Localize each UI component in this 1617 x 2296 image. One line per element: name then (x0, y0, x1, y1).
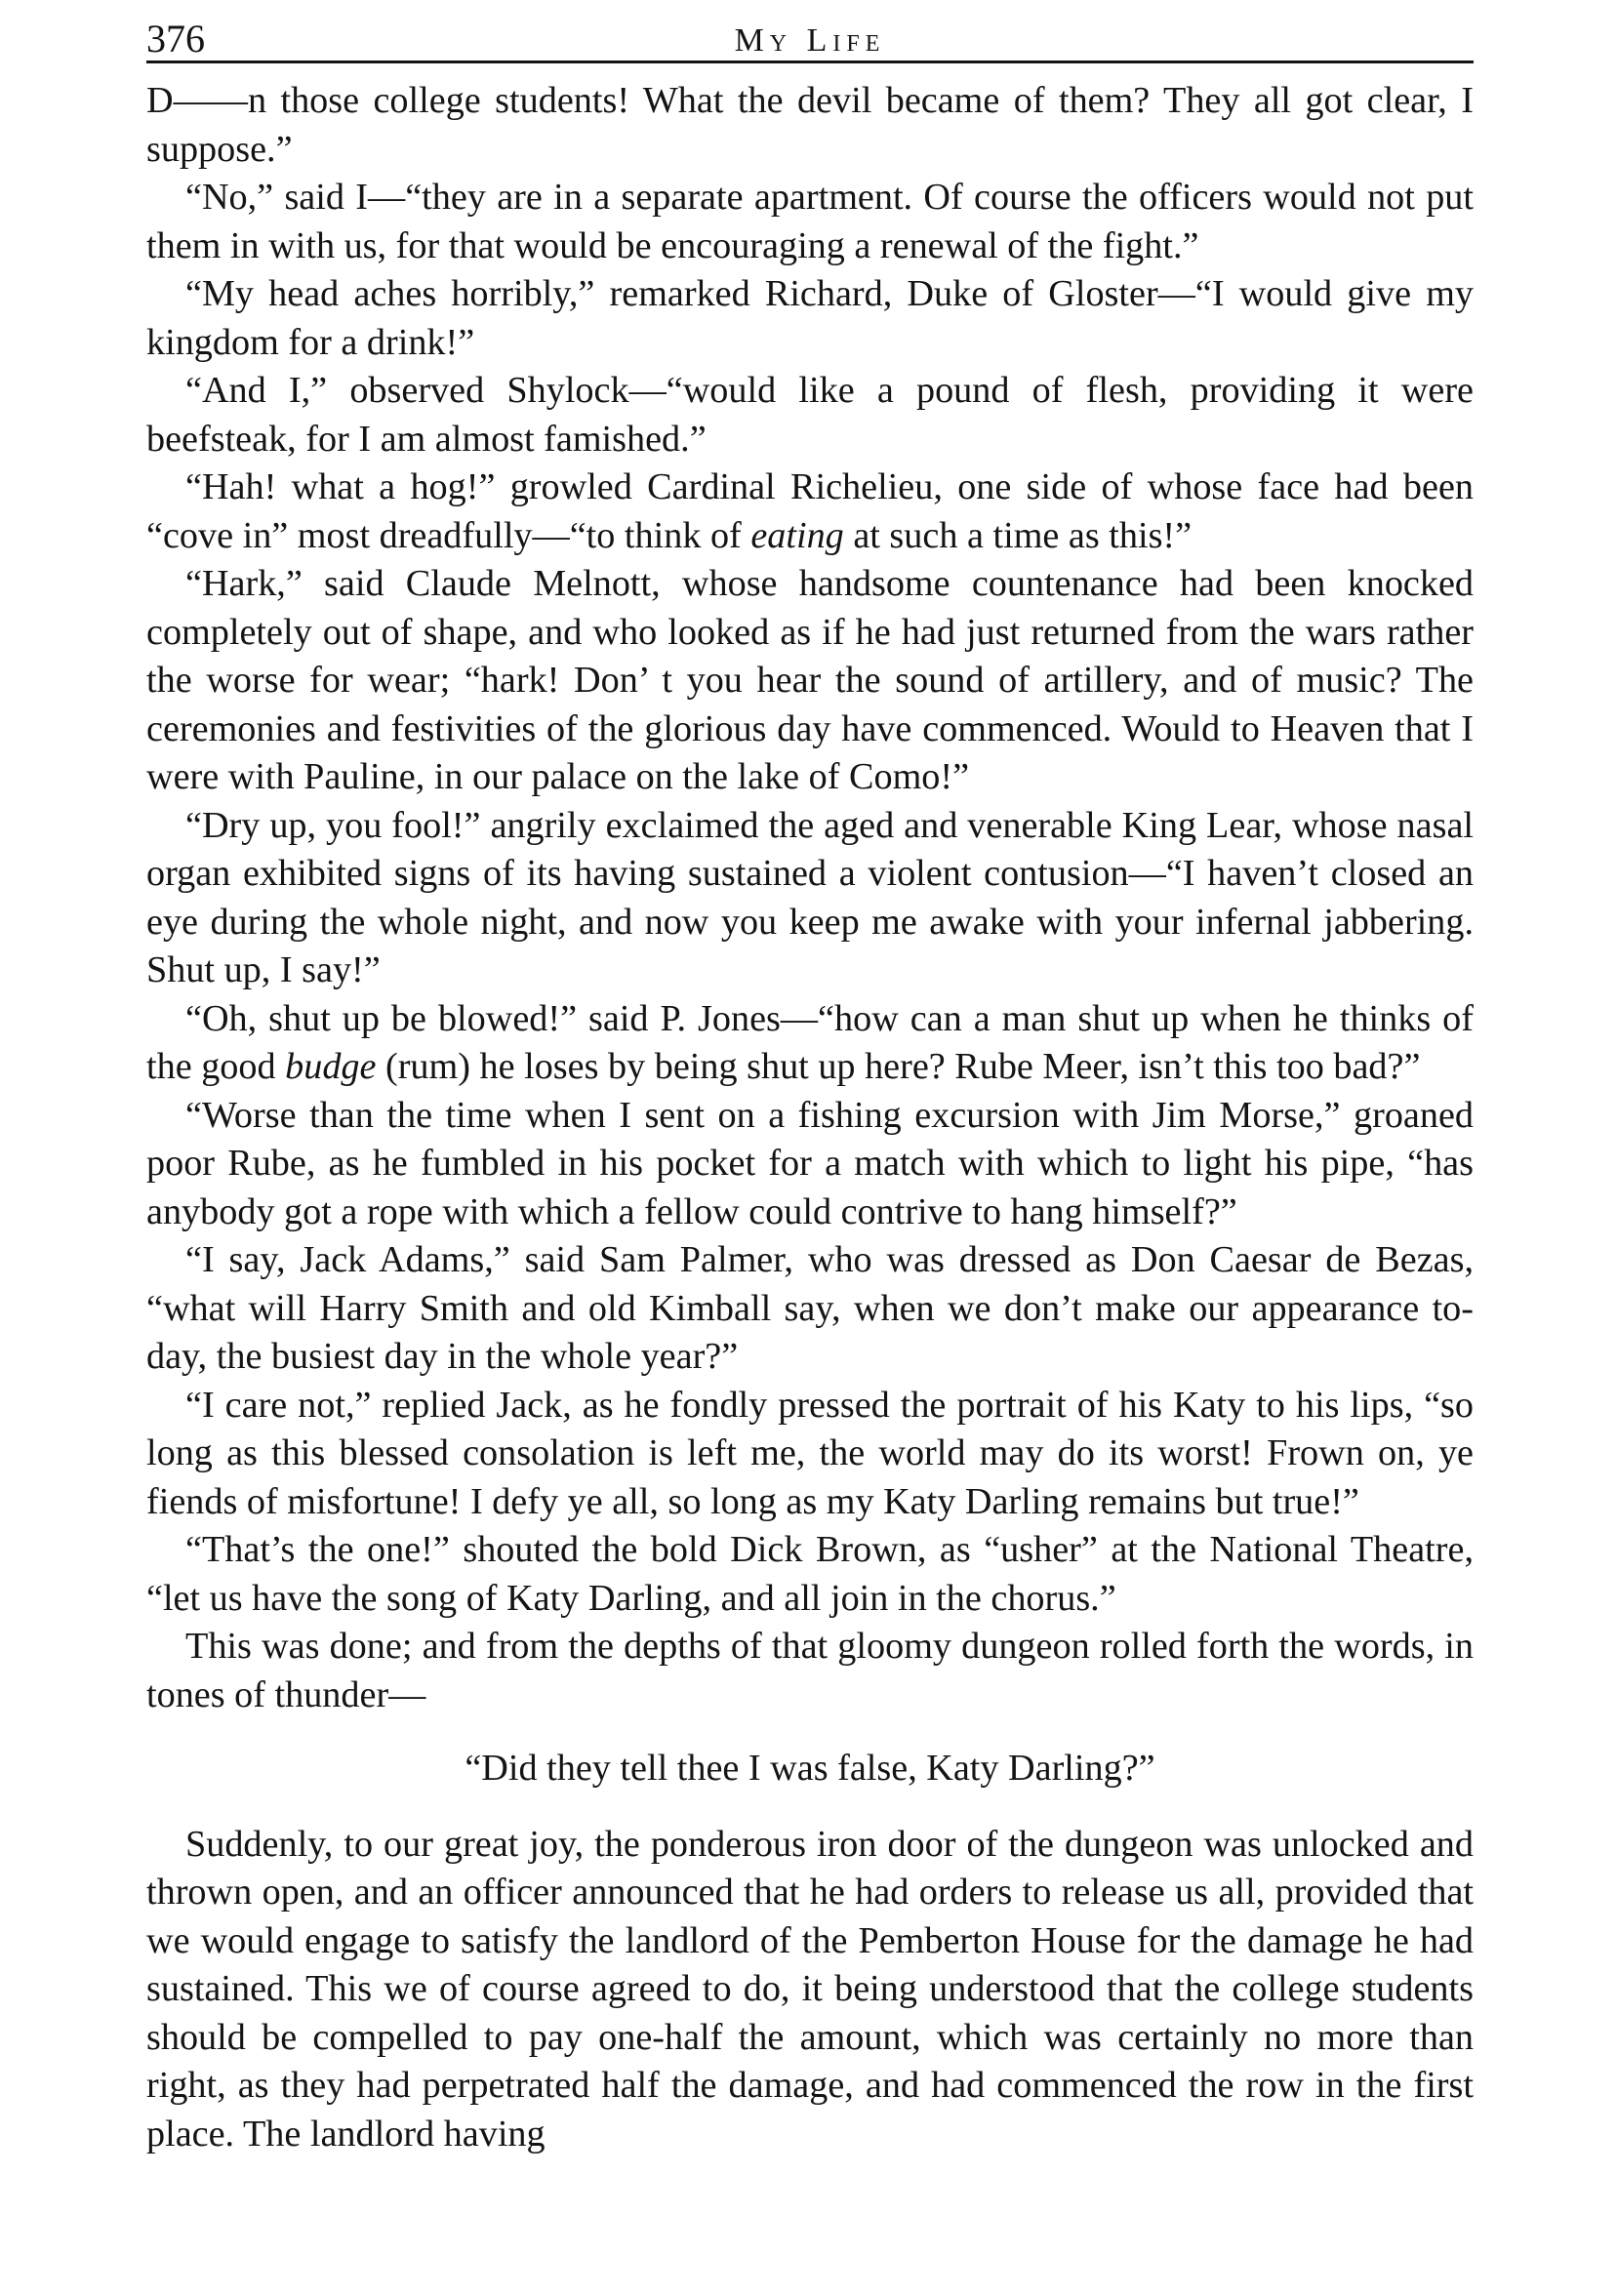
paragraph: “And I,” observed Shylock—“would like a pound of flesh, providing it were beefsteak, for I am almost famished.” (146, 370, 1474, 460)
paragraph: Suddenly, to our great joy, the ponderous iron door of the dungeon was unlocked and thrown open, and an officer announced that he had orders to release us all, provided that we would engage to satisfy the landlord of the Pemberton House for the damage he had sustained. This we of course agreed to do, it being understood that the college students should be compelled to pay one-half the amount, which was certainly no more than right, as they had perpetrated half the damage, and had commenced the row in the first place. The landlord having (146, 1823, 1474, 2155)
paragraph: “My head aches horribly,” remarked Richard, Duke of Gloster—“I would give my kingdom for a drink!” (146, 273, 1474, 363)
italic-word: budge (285, 1046, 377, 1087)
paragraph (146, 995, 1474, 1092)
text-run: “Oh, shut up be blowed!” said P. Jones—“how can a man shut up when he thinks of the good (146, 997, 1474, 1087)
song-line: “Did they tell thee I was false, Katy Darling?” (465, 1748, 1155, 1789)
text-run: “Hah! what a hog!” growled Cardinal Richelieu, one side of whose face had been “cove in” most dreadfully—“to think of (146, 466, 1474, 556)
paragraph: “I say, Jack Adams,” said Sam Palmer, who was dressed as Don Caesar de Bezas, “what will Harry Smith and old Kimball say, when we don’t make our appearance to-day, the busiest day in the whole year?” (146, 1239, 1474, 1377)
paragraph: D——n those college students! What the devil became of them? They all got clear, I suppose.” (146, 80, 1474, 170)
paragraph: “Worse than the time when I sent on a fishing excursion with Jim Morse,” groaned poor Rube, as he fumbled in his pocket for a match with which to light his pipe, “has anybody got a rope with which a fellow could contrive to hang himself?” (146, 1094, 1474, 1232)
text-run: at such a time as this!” (843, 514, 1193, 556)
book-page (146, 18, 1474, 2158)
page-number: 376 (146, 17, 205, 60)
paragraph: “That’s the one!” shouted the bold Dick Brown, as “usher” at the National Theatre, “let us have the song of Katy Darling, and all join in the chorus.” (146, 1529, 1474, 1619)
paragraph: “I care not,” replied Jack, as he fondly pressed the portrait of his Katy to his lips, “so long as this blessed consolation is left me, the world may do its worst! Frown on, ye fiends of misfortune! I defy ye all, so long as my Katy Darling remains but true!” (146, 1384, 1474, 1522)
italic-word: eating (750, 514, 844, 556)
book-title: My Life (734, 22, 886, 59)
paragraph: “Dry up, you fool!” angrily exclaimed the aged and venerable King Lear, whose nasal organ exhibited signs of its having sustained a violent contusion—“I haven’t closed an eye during the whole night, and now you keep me awake with your infernal jabbering. Shut up, I say!” (146, 804, 1474, 990)
paragraph: “No,” said I—“they are in a separate apartment. Of course the officers would not put them in with us, for that would be encouraging a renewal of the fight.” (146, 177, 1474, 266)
paragraph (146, 463, 1474, 560)
body-text (146, 77, 1474, 2158)
running-head (146, 18, 1474, 63)
text-run: (rum) he loses by being shut up here? Rube Meer, isn’t this too bad?” (376, 1046, 1421, 1087)
paragraph: “Hark,” said Claude Melnott, whose handsome countenance had been knocked completely out of shape, and who looked as if he had just returned from the wars rather the worse for wear; “hark! Don’ t you hear the sound of artillery, and of music? The ceremonies and festivities of the glorious day have commenced. Would to Heaven that I were with Pauline, in our palace on the lake of Como!” (146, 563, 1474, 797)
paragraph: This was done; and from the depths of that gloomy dungeon rolled forth the words, in tones of thunder— (146, 1626, 1474, 1715)
